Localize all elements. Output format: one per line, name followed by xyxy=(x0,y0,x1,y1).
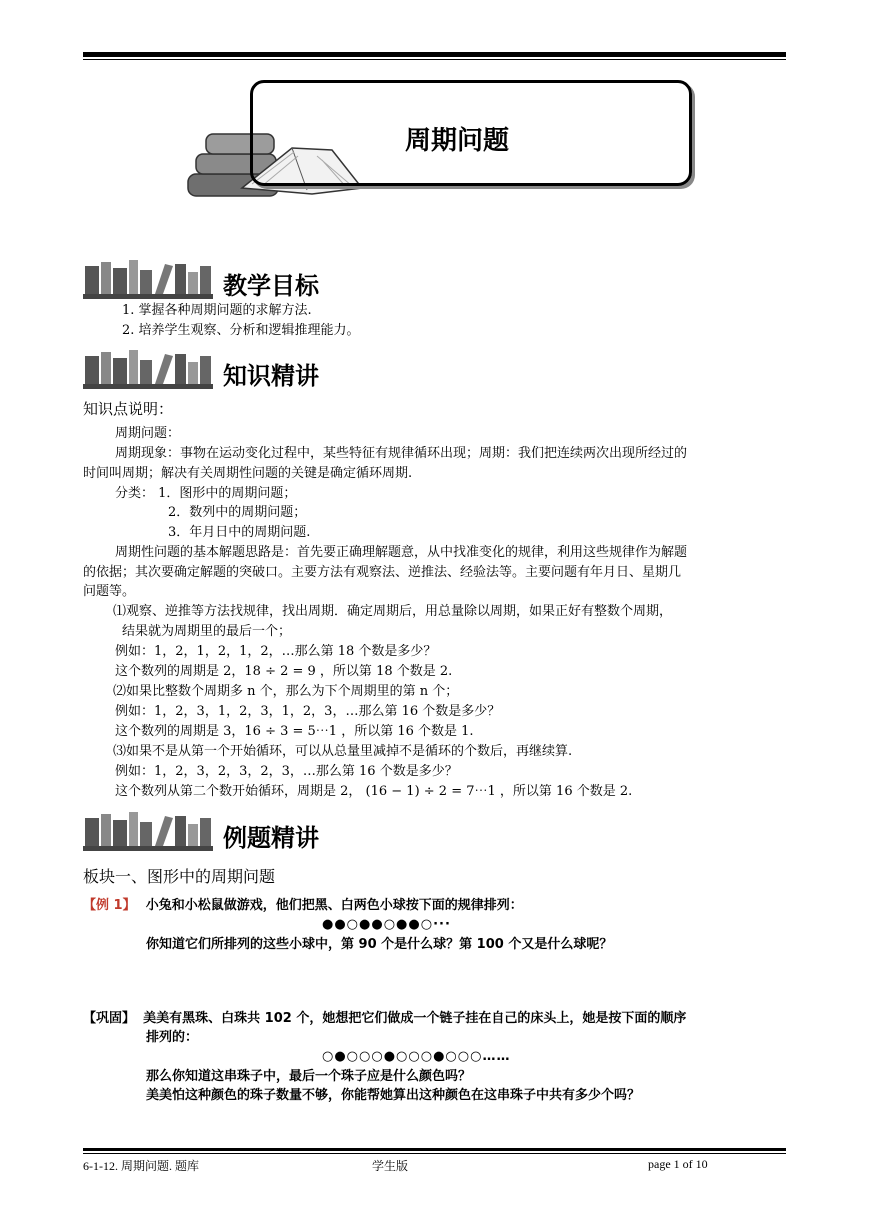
ball-pattern: ●●○●●○●●○··· xyxy=(322,917,451,932)
bead-pattern: ○●○○○●○○○●○○○…… xyxy=(322,1049,511,1064)
knowledge-line: ⑶如果不是从第一个开始循环，可以从总量里减掉不是循环的个数后，再继续算. xyxy=(113,744,573,759)
knowledge-line: 周期问题： xyxy=(115,426,181,441)
bottom-rule-thin xyxy=(83,1153,786,1154)
bookshelf-icon xyxy=(83,348,213,390)
bookshelf-icon xyxy=(83,258,213,300)
knowledge-line: ⑵如果比整数个周期多 n 个，那么为下个周期里的第 n 个； xyxy=(113,684,459,699)
footer-page: page 1 of 10 xyxy=(648,1157,708,1171)
section-title: 例题精讲 xyxy=(223,824,319,852)
example-1 xyxy=(83,896,523,915)
knowledge-line: 周期现象：事物在运动变化过程中，某些特征有规律循环出现；周期：我们把连续两次出现所经过的 xyxy=(115,446,688,461)
gonggu-text-2: 排列的： xyxy=(146,1030,199,1045)
knowledge-line: 的依据；其次要确定解题的突破口。主要方法有观察法、逆推法、经验法等。主要问题有年月日、星期几 xyxy=(83,565,682,580)
gonggu-question-2: 美美怕这种颜色的珠子数量不够，你能帮她算出这种颜色在这串珠子中共有多少个吗？ xyxy=(146,1088,641,1103)
knowledge-line: 例如：1，2，3，1，2，3，1，2，3，…那么第 16 个数是多少？ xyxy=(115,704,501,719)
knowledge-line: 分类： 1．图形中的周期问题； xyxy=(115,486,297,501)
knowledge-line: 周期性问题的基本解题思路是：首先要正确理解题意，从中找准变化的规律，利用这些规律作为解题 xyxy=(115,545,688,560)
gonggu-question-1: 那么你知道这串珠子中，最后一个珠子应是什么颜色吗？ xyxy=(146,1069,472,1084)
knowledge-line: 2．数列中的周期问题； xyxy=(168,505,307,520)
footer-left: 6-1-12. 周期问题. 题库 xyxy=(83,1159,199,1173)
footer-center: 学生版 xyxy=(372,1159,409,1173)
knowledge-heading: 知识点说明： xyxy=(83,400,174,418)
gonggu-tag: 【巩固】 xyxy=(83,1011,136,1026)
knowledge-line: 这个数列的周期是 3，16 ÷ 3 = 5⋯1 ，所以第 16 个数是 1. xyxy=(115,724,474,739)
section-examples xyxy=(83,810,483,854)
knowledge-line: 时间叫周期；解决有关周期性问题的关键是确定循环周期. xyxy=(83,466,413,481)
example-question: 你知道它们所排列的这些小球中，第 90 个是什么球？第 100 个又是什么球呢？ xyxy=(146,937,613,952)
gonggu xyxy=(83,1009,686,1028)
knowledge-line: ⑴观察、逆推等方法找规律，找出周期．确定周期后，用总量除以周期，如果正好有整数个周期， xyxy=(113,604,673,619)
page-title: 周期问题 xyxy=(405,126,510,156)
example-tag: 【例 1】 xyxy=(83,898,136,913)
section-title: 教学目标 xyxy=(223,272,319,300)
top-rule-thin xyxy=(83,59,786,60)
section-goals xyxy=(83,258,483,302)
block-heading: 板块一、图形中的周期问题 xyxy=(83,867,276,886)
bookshelf-icon xyxy=(83,810,213,852)
goal-item: 2. 培养学生观察、分析和逻辑推理能力。 xyxy=(122,323,360,338)
knowledge-line: 问题等。 xyxy=(83,584,136,599)
knowledge-line: 这个数列的周期是 2，18 ÷ 2 = 9 ，所以第 18 个数是 2. xyxy=(115,664,453,679)
goal-item: 1. 掌握各种周期问题的求解方法. xyxy=(122,303,312,318)
knowledge-line: 结果就为周期里的最后一个； xyxy=(122,624,292,639)
section-title: 知识精讲 xyxy=(223,362,319,390)
bottom-rule xyxy=(83,1148,786,1151)
gonggu-text: 美美有黑珠、白珠共 102 个，她想把它们做成一个链子挂在自己的床头上，她是按下面的顺序 xyxy=(143,1011,687,1026)
knowledge-line: 例如：1，2，1，2，1，2，…那么第 18 个数是多少？ xyxy=(115,644,437,659)
top-rule xyxy=(83,52,786,57)
example-text: 小兔和小松鼠做游戏，他们把黑、白两色小球按下面的规律排列： xyxy=(145,898,523,913)
section-knowledge xyxy=(83,348,483,392)
knowledge-line: 例如：1，2，3，2，3，2，3，…那么第 16 个数是多少？ xyxy=(115,764,458,779)
knowledge-line: 3．年月日中的周期问题. xyxy=(168,525,311,540)
knowledge-line: 这个数列从第二个数开始循环，周期是 2， (16 − 1) ÷ 2 = 7⋯1 ，所以第 16 个数是 2. xyxy=(115,784,633,799)
